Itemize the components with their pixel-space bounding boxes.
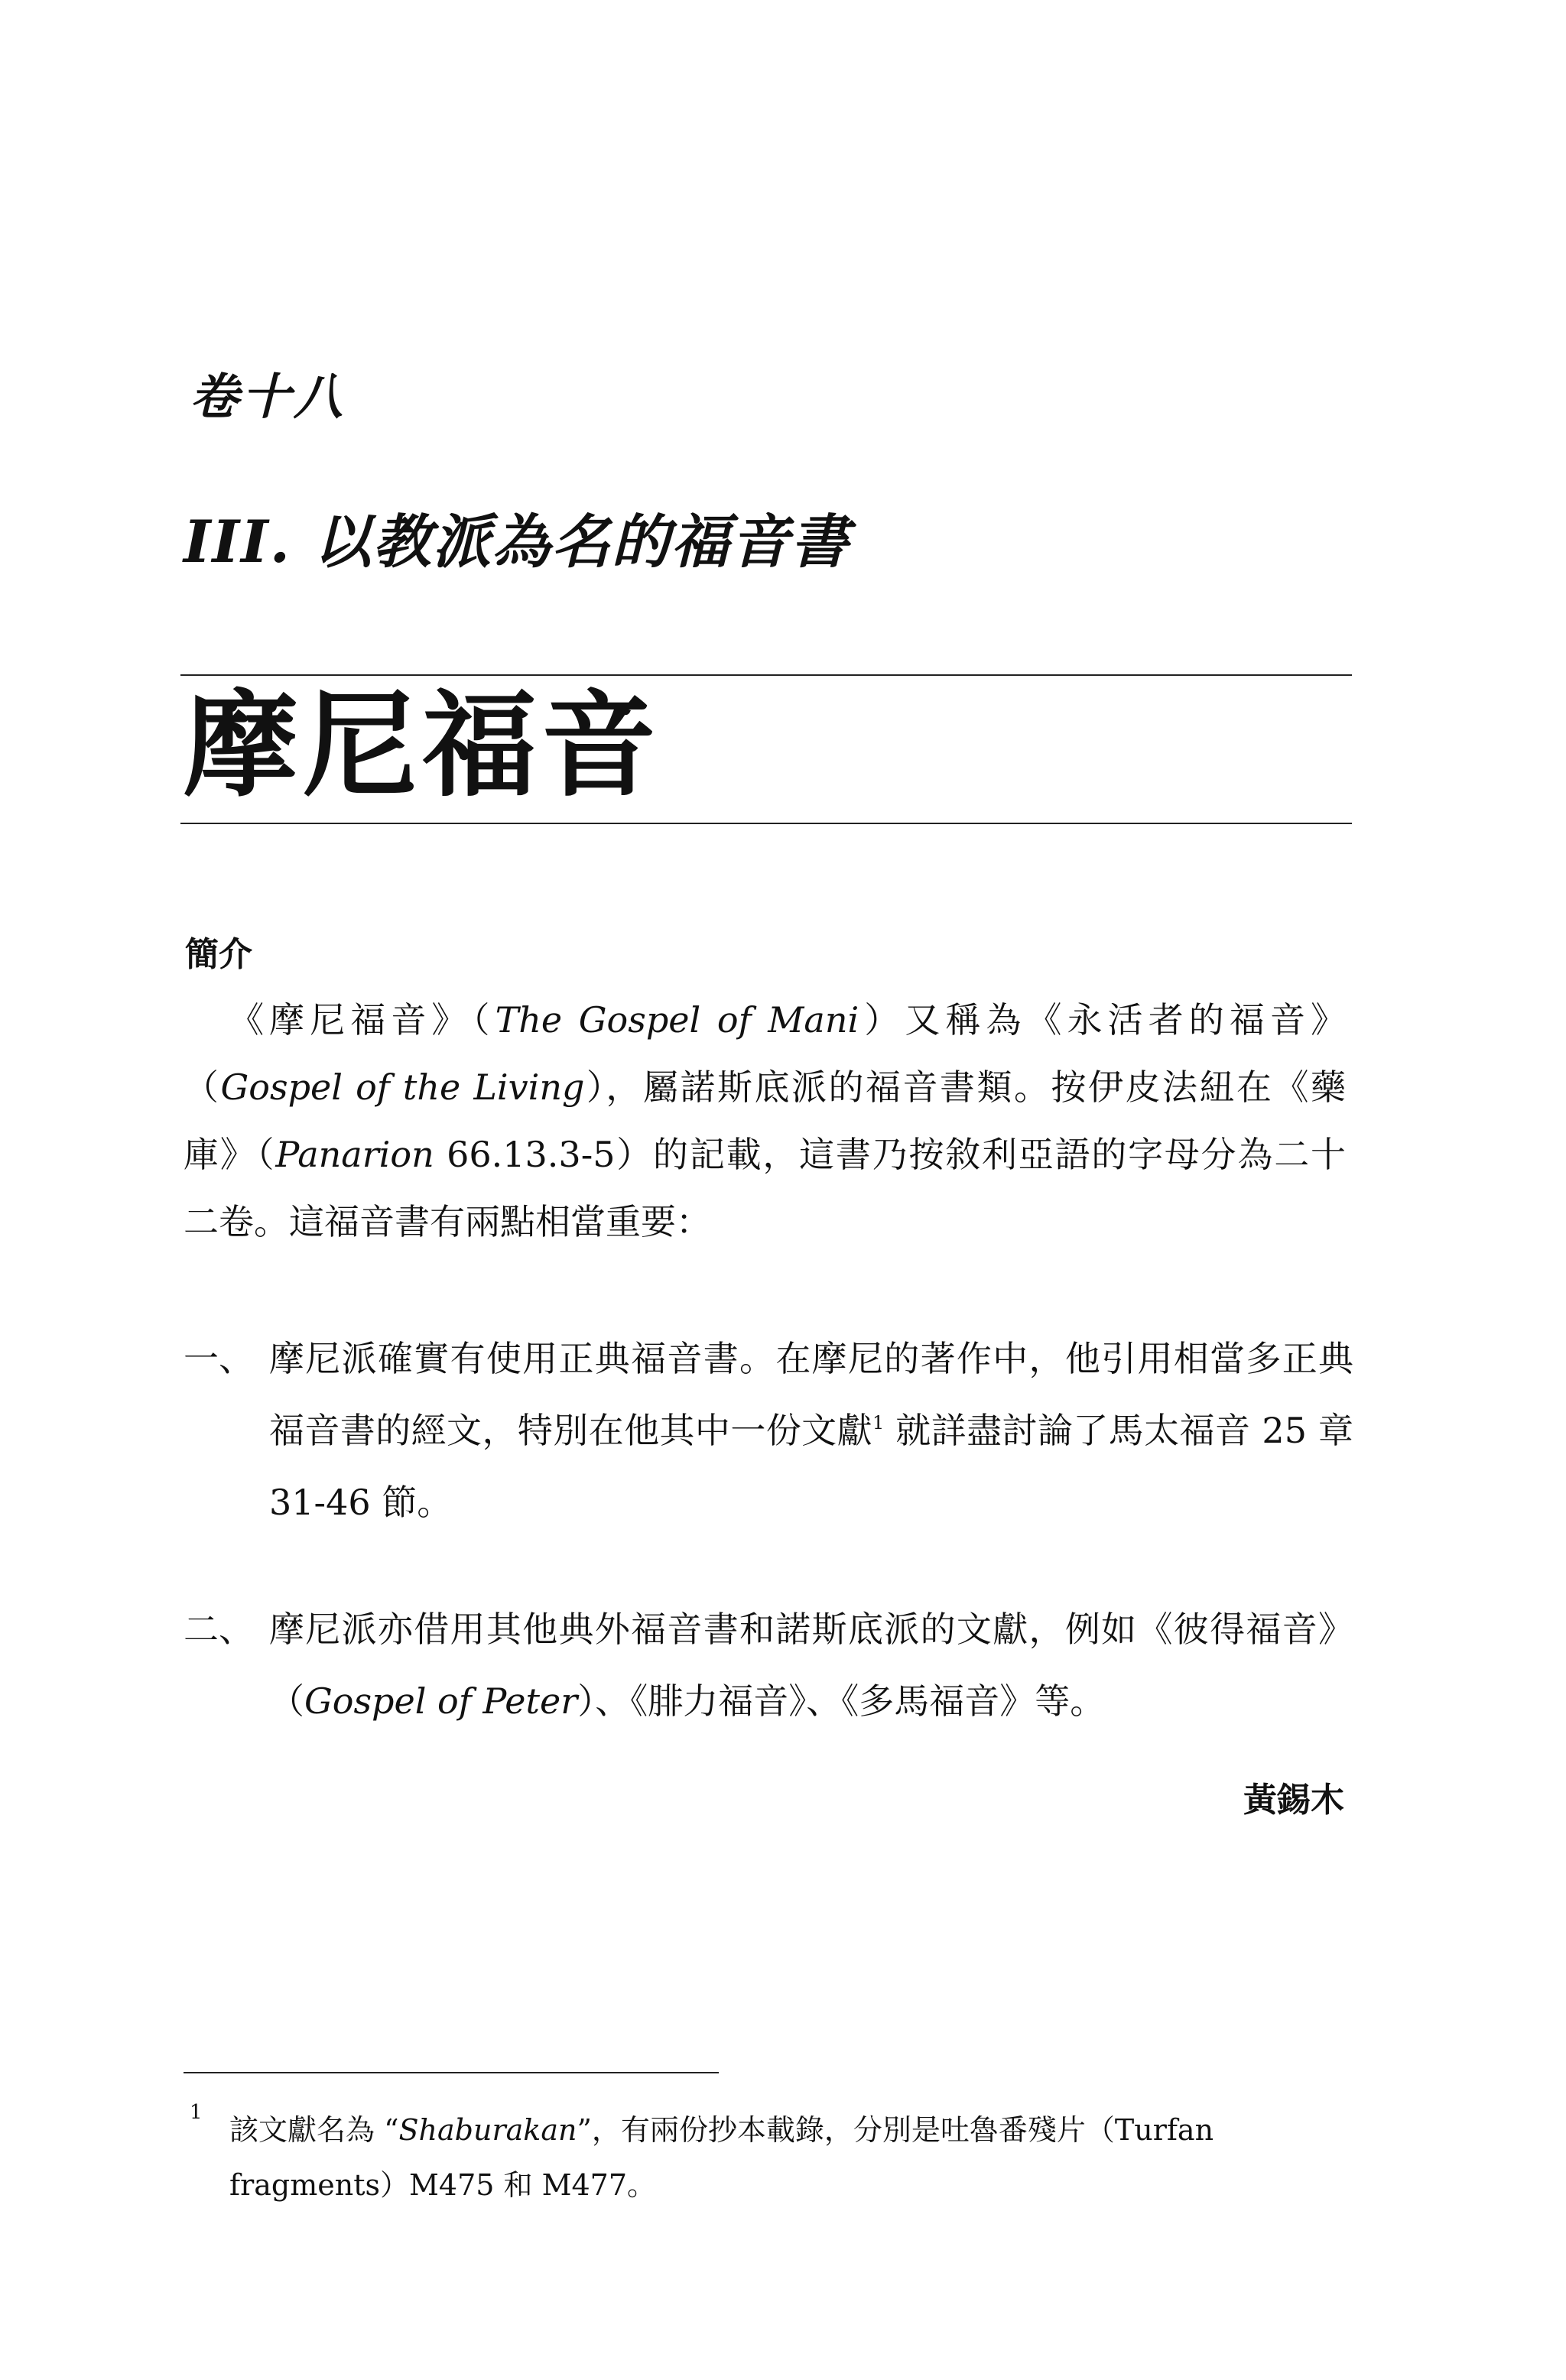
point-one-text [269,1323,1353,1538]
point-one-text-b: 就詳盡討論了馬太福音 25 章 31-46 節。 [269,1410,1354,1523]
point-two-gospel-of-peter: Gospel of Peter [304,1680,578,1722]
title-bottom-rule [180,823,1352,824]
author-name: 黃錫木 [1243,1781,1344,1820]
intro-heading: 簡介 [185,935,252,974]
section-title: III. 以教派為名的福音書 [184,508,850,576]
intro-text-3: ），屬諾斯底派的福音書類。按伊皮法紐在《藥庫》（ [184,1067,1347,1175]
intro-paragraph [184,986,1346,1255]
footnote-shaburakan: Shaburakan [398,2113,577,2147]
intro-panarion: Panarion [275,1134,434,1175]
intro-text-1: 《摩尼福音》（ [223,999,495,1041]
volume-label: 卷十八 [190,369,346,426]
intro-alt-title-english: Gospel of the Living [220,1067,585,1108]
footnote-reference[interactable]: 1 [872,1412,885,1434]
footnote-text [229,2102,1353,2213]
point-two [184,1593,1353,1737]
point-one-text-a: 摩尼派確實有使用正典福音書。在摩尼的著作中，他引用相當多正典福音書的經文，特別在他其中一份文獻 [269,1338,1353,1451]
point-two-number: 二、 [184,1609,254,1650]
document-title: 摩尼福音 [184,678,661,813]
point-one-number: 一、 [184,1338,254,1379]
intro-text-4: 66.13.3-5）的記載，這書乃按敘利亞語的字母分為二十二卷。這福音書有兩點相當重要： [184,1134,1346,1242]
point-two-text [269,1593,1353,1737]
title-top-rule [180,674,1352,676]
footnote-rule [184,2072,719,2073]
intro-title-english: The Gospel of Mani [495,999,859,1041]
intro-text-2: ）又稱為《永活者的福音》（ [184,999,1347,1108]
point-one [184,1323,1353,1538]
point-two-text-c: ）、《腓力福音》、《多馬福音》等。 [577,1680,1106,1722]
point-two-text-a: 摩尼派亦借用其他典外福音書和諾斯底派的文獻，例如《彼得福音》（ [269,1609,1353,1722]
footnote-number: 1 [190,2101,203,2124]
footnote-text-c: ”，有兩份抄本載錄，分別是吐魯番殘片（Turfan fragments）M475 和 M477。 [229,2113,1214,2202]
footnote-text-a: 該文獻名為 “ [229,2113,399,2147]
